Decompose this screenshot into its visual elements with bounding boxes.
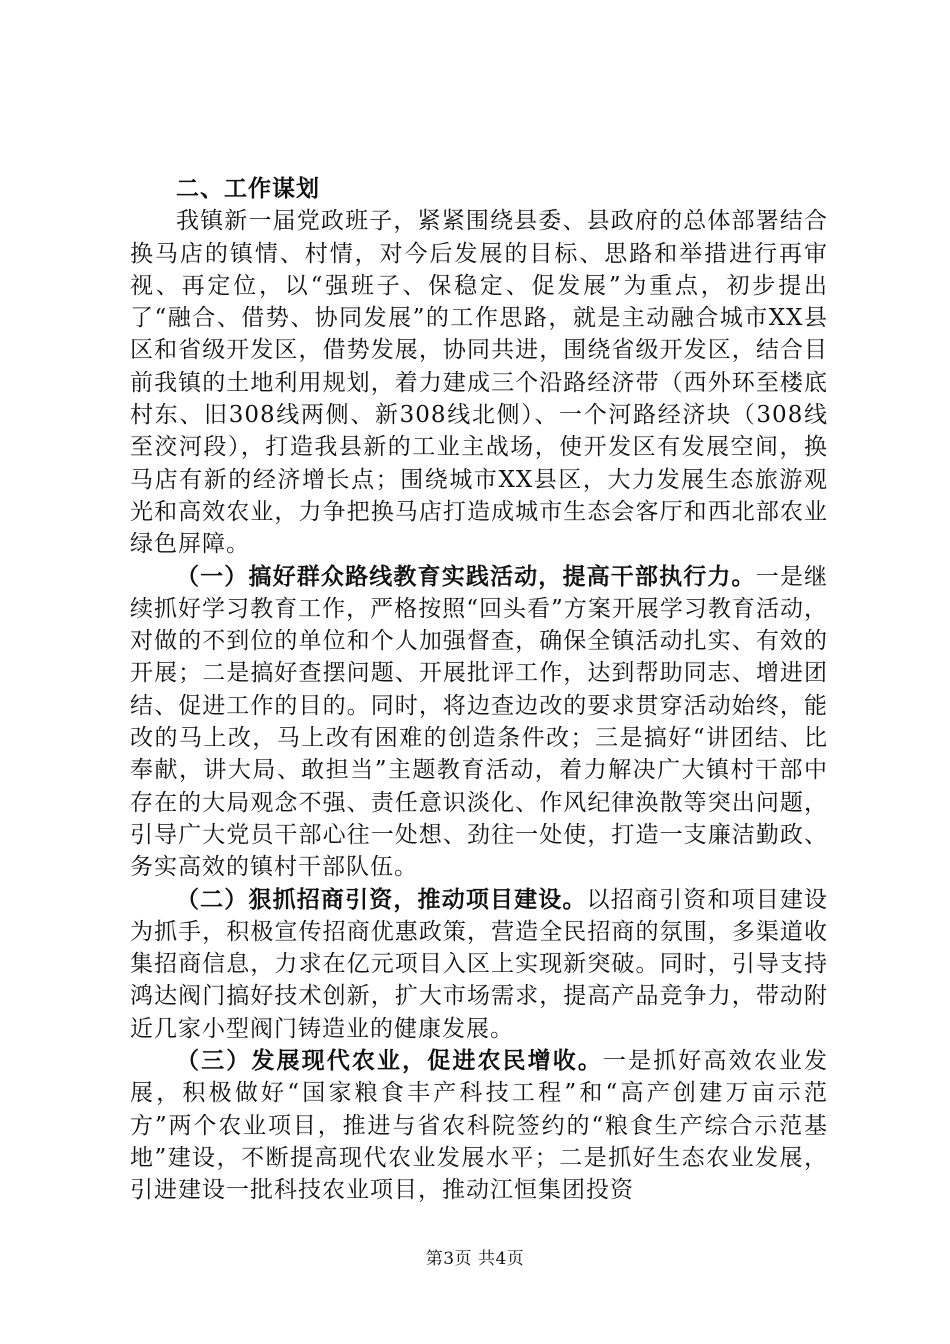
intro-paragraph: 我镇新一届党政班子，紧紧围绕县委、县政府的总体部署结合换马店的镇情、村情，对今后发展的目标、思路和举措进行再审视、再定位，以“强班子、保稳定、促发展”为重点，初步提出了“融合、借势、协同发展”的工作思路，就是主动融合城市XX县区和省级开发区，借势发展，协同共进，围绕省级开发区，结合目前我镇的土地利用规划，着力建成三个沿路经济带（西外环至楼底村东、旧308线两侧、新308线北侧）、一个河路经济块（308线至洨河段），打造我县新的工业主战场，使开发区有发展空间，换马店有新的经济增长点；围绕城市XX县区，大力发展生态旅游观光和高效农业，力争把换马店打造成城市生态会客厅和西北部农业绿色屏障。	[130, 208, 828, 558]
subsection-body-3: 一是抓好高效农业发展，积极做好“国家粮食丰产科技工程”和“高产创建万亩示范方”两个农业项目，推进与省农科院签约的“粮食生产综合示范基地”建设，不断提高现代农业发展水平；二是抓好生态农业发展，引进建设一批科技农业项目，推动江恒集团投资	[130, 1048, 829, 1204]
subsection-body-1: 一是继续抓好学习教育工作，严格按照“回头看”方案开展学习教育活动，对做的不到位的单位和个人加强督查，确保全镇活动扎实、有效的开展；二是搞好查摆问题、开展批评工作，达到帮助同志、增进团结、促进工作的目的。同时，将边查边改的要求贯穿活动始终，能改的马上改，马上改有困难的创造条件改；三是搞好“讲团结、比奉献，讲大局、敢担当”主题教育活动，着力解决广大镇村干部中存在的大局观念不强、责任意识淡化、作风纪律涣散等突出问题，引导广大党员干部心往一处想、劲往一处使，打造一支廉洁勤政、务实高效的镇村干部队伍。	[130, 563, 829, 881]
document-body	[130, 173, 828, 1207]
subsection-heading-1: （一）搞好群众路线教育实践活动，提高干部执行力。	[176, 562, 756, 590]
subsection-paragraph-1	[130, 561, 828, 884]
subsection-body-2: 以招商引资和项目建设为抓手，积极宣传招商优惠政策，营造全民招商的氛围，多渠道收集招商信息，力求在亿元项目入区上实现新突破。同时，引导支持鸿达阀门搞好技术创新，扩大市场需求，提高产品竞争力，带动附近几家小型阀门铸造业的健康发展。	[130, 886, 829, 1042]
page-number-footer: 第3页 共4页	[425, 1249, 525, 1269]
subsection-paragraph-3	[130, 1045, 828, 1206]
subsection-heading-3: （三）发展现代农业，促进农民增收。	[176, 1047, 604, 1075]
section-heading: 二、工作谋划	[176, 175, 320, 202]
subsection-heading-2: （二）狠抓招商引资，推动项目建设。	[176, 885, 587, 913]
subsection-paragraph-2	[130, 884, 828, 1045]
